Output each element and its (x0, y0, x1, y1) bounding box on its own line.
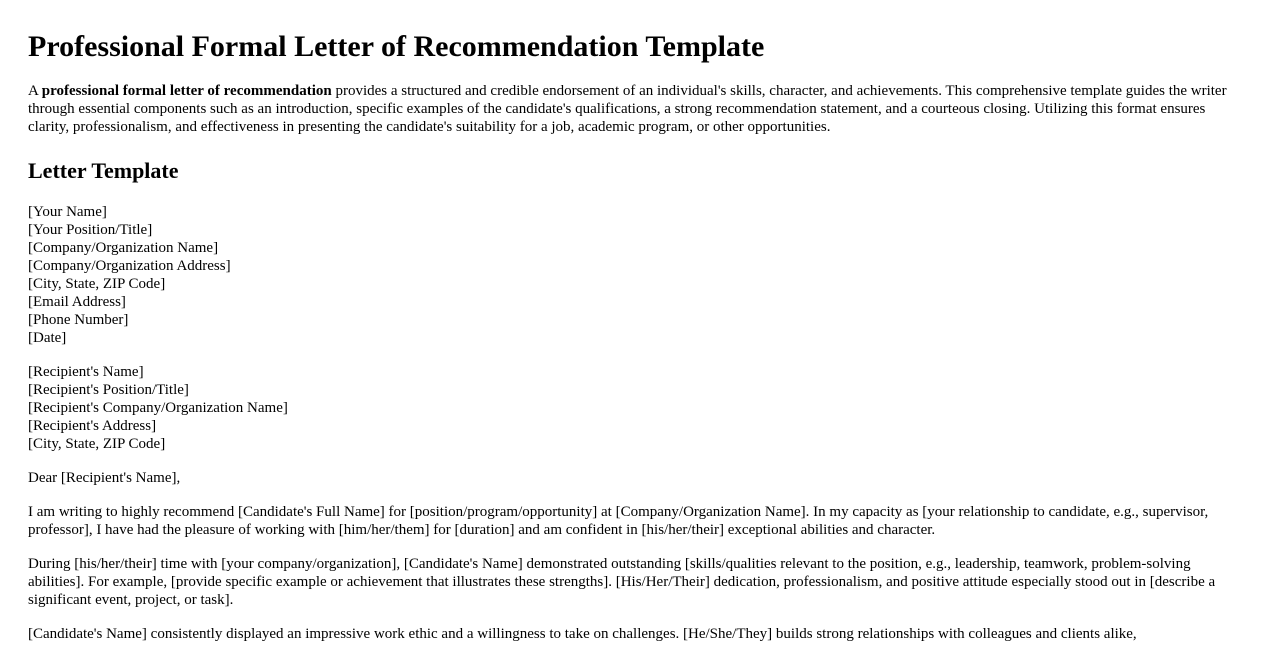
body-paragraph-1: I am writing to highly recommend [Candidate's Full Name] for [position/program/opportunity] at [Company/Organization Name]. In my capacity as [your relationship to candidate, e.g., supervisor, professor], I have had the pleasure of working with [him/her/them] for [duration] and am confident in [his/her/their] exceptional abilities and character. (28, 504, 1209, 538)
recipient-position: [Recipient's Position/Title] (28, 382, 189, 398)
intro-paragraph (28, 82, 1250, 136)
intro-text: provides a structured and credible endorsement of an individual's skills, character, and achievements. This comprehensive template guides the writer through essential components such as an introduction, specific examples of the candidate's qualifications, a strong recommendation statement, and a courteous closing. Utilizing this format ensures clarity, professionalism, and effectiveness in presenting the candidate's suitability for a job, academic program, or other opportunities. (28, 83, 1227, 135)
body-paragraph-2: During [his/her/their] time with [your company/organization], [Candidate's Name] demonstrated outstanding [skills/qualities relevant to the position, e.g., leadership, teamwork, problem-solving abilities]. For example, [provide specific example or achievement that illustrates these strengths]. [His/Her/Their] dedication, professionalism, and positive attitude especially stood out in [describe a significant event, project, or task]. (28, 556, 1216, 608)
sender-city-state-zip: [City, State, ZIP Code] (28, 276, 166, 292)
sender-company-address: [Company/Organization Address] (28, 258, 231, 274)
recipient-city-state-zip: [City, State, ZIP Code] (28, 436, 166, 452)
sender-email: [Email Address] (28, 294, 126, 310)
recipient-address: [Recipient's Address] (28, 418, 157, 434)
recipient-name: [Recipient's Name] (28, 364, 144, 380)
body-paragraph-3: [Candidate's Name] consistently displayed an impressive work ethic and a willingness to take on challenges. [He/She/They] builds strong relationships with colleagues and clients alike, (28, 626, 1137, 642)
sender-phone: [Phone Number] (28, 312, 129, 328)
salutation: Dear [Recipient's Name], (28, 470, 181, 486)
recipient-block (28, 363, 1250, 453)
recipient-company: [Recipient's Company/Organization Name] (28, 400, 288, 416)
intro-bold-term: professional formal letter of recommendation (41, 83, 332, 99)
sender-date: [Date] (28, 330, 67, 346)
page-title: Professional Formal Letter of Recommendation Template (28, 30, 765, 63)
sender-name: [Your Name] (28, 204, 107, 220)
sender-block (28, 203, 1250, 347)
sender-position: [Your Position/Title] (28, 222, 153, 238)
sender-company: [Company/Organization Name] (28, 240, 219, 256)
intro-prefix: A (28, 83, 42, 99)
section-heading: Letter Template (28, 158, 179, 183)
